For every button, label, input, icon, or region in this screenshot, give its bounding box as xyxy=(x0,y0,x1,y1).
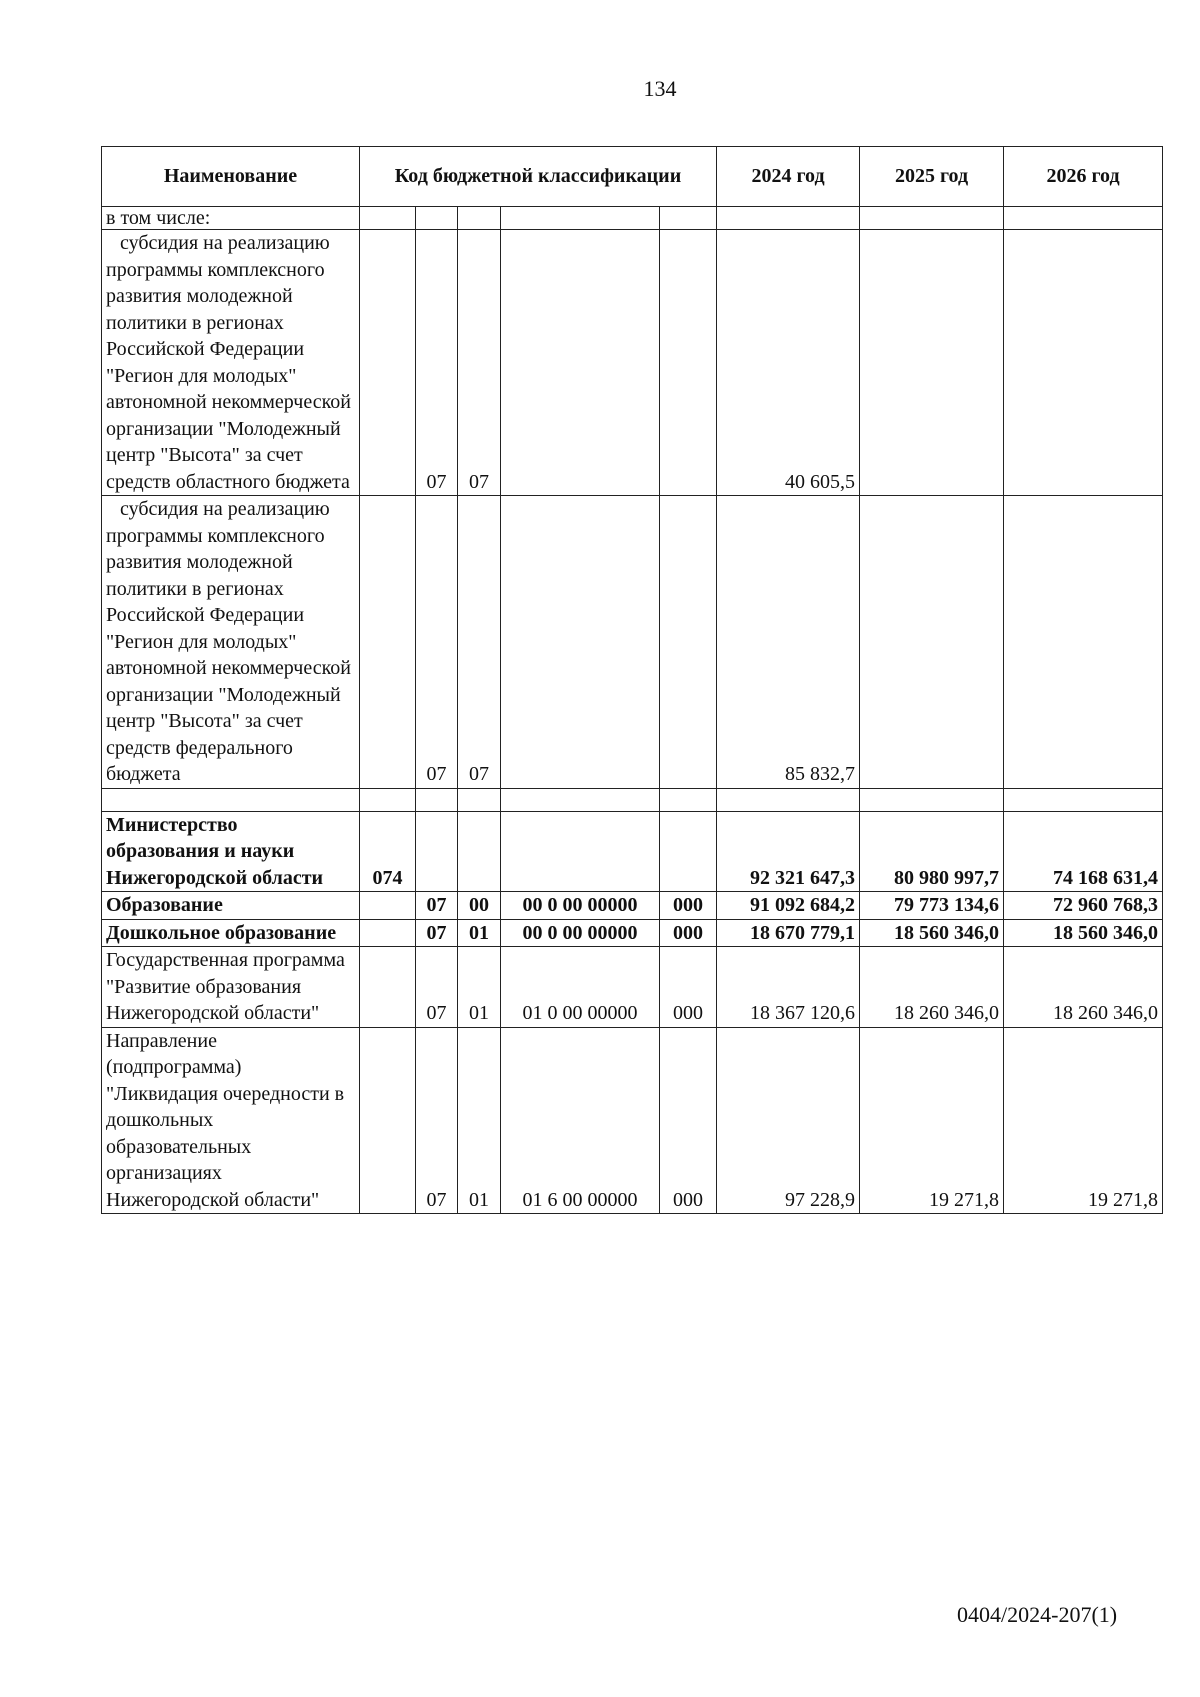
row-value-2026: 74 168 631,4 xyxy=(1004,811,1163,892)
row-value-2026 xyxy=(1004,207,1163,230)
table-row xyxy=(102,811,1163,892)
row-dept-code xyxy=(360,788,416,811)
table-row xyxy=(102,230,1163,496)
row-dept-code xyxy=(360,919,416,947)
row-value-2024: 91 092 684,2 xyxy=(717,892,860,920)
row-value-2025: 79 773 134,6 xyxy=(860,892,1004,920)
row-dept-code xyxy=(360,207,416,230)
row-name-text: субсидия на реализацию программы комплексного развития молодежной политики в регионах Российской Федерации "Регион для молодых" автономной некоммерческой организации "Молодежный центр "Высота" за счет средств областного бюджета xyxy=(106,232,351,493)
table-row xyxy=(102,947,1163,1028)
row-dept-code xyxy=(360,1027,416,1214)
row-name xyxy=(102,496,360,789)
row-name: Министерство образования и науки Нижегородской области xyxy=(102,811,360,892)
table-header-row xyxy=(102,147,1163,207)
row-name xyxy=(102,230,360,496)
row-dept-code: 074 xyxy=(360,811,416,892)
row-subsection-code xyxy=(458,788,501,811)
row-subsection-code xyxy=(458,811,501,892)
row-expense-type-code xyxy=(660,811,717,892)
document-code: 0404/2024-207(1) xyxy=(957,1602,1118,1627)
row-expense-type-code: 000 xyxy=(660,947,717,1028)
row-section-code: 07 xyxy=(416,919,458,947)
row-value-2026: 19 271,8 xyxy=(1004,1027,1163,1214)
row-expense-type-code: 000 xyxy=(660,919,717,947)
row-target-code: 00 0 00 00000 xyxy=(501,892,660,920)
row-section-code: 07 xyxy=(416,892,458,920)
row-section-code xyxy=(416,811,458,892)
row-target-code: 01 0 00 00000 xyxy=(501,947,660,1028)
header-2025: 2025 год xyxy=(860,147,1004,207)
row-value-2024 xyxy=(717,207,860,230)
row-dept-code xyxy=(360,230,416,496)
row-value-2026: 72 960 768,3 xyxy=(1004,892,1163,920)
row-subsection-code: 07 xyxy=(458,496,501,789)
row-value-2025: 80 980 997,7 xyxy=(860,811,1004,892)
row-value-2024: 18 367 120,6 xyxy=(717,947,860,1028)
row-target-code xyxy=(501,811,660,892)
header-code: Код бюджетной классификации xyxy=(360,147,717,207)
row-value-2025: 19 271,8 xyxy=(860,1027,1004,1214)
table-row-empty xyxy=(102,788,1163,811)
row-target-code: 00 0 00 00000 xyxy=(501,919,660,947)
row-subsection-code: 01 xyxy=(458,947,501,1028)
row-value-2026: 18 260 346,0 xyxy=(1004,947,1163,1028)
row-subsection-code xyxy=(458,207,501,230)
row-value-2025 xyxy=(860,207,1004,230)
row-name: Дошкольное образование xyxy=(102,919,360,947)
row-expense-type-code: 000 xyxy=(660,892,717,920)
row-value-2026: 18 560 346,0 xyxy=(1004,919,1163,947)
row-section-code xyxy=(416,207,458,230)
row-name: в том числе: xyxy=(102,207,360,230)
table-row xyxy=(102,892,1163,920)
row-expense-type-code xyxy=(660,207,717,230)
row-dept-code xyxy=(360,496,416,789)
budget-table xyxy=(101,146,1163,1214)
row-target-code xyxy=(501,207,660,230)
row-section-code: 07 xyxy=(416,1027,458,1214)
row-value-2024: 85 832,7 xyxy=(717,496,860,789)
row-expense-type-code xyxy=(660,788,717,811)
header-name: Наименование xyxy=(102,147,360,207)
row-value-2024: 18 670 779,1 xyxy=(717,919,860,947)
page-number: 134 xyxy=(643,76,677,101)
row-expense-type-code xyxy=(660,496,717,789)
row-value-2026 xyxy=(1004,230,1163,496)
row-value-2024: 92 321 647,3 xyxy=(717,811,860,892)
row-target-code: 01 6 00 00000 xyxy=(501,1027,660,1214)
row-value-2026 xyxy=(1004,788,1163,811)
row-name: Направление (подпрограмма) "Ликвидация очередности в дошкольных образовательных организациях Нижегородской области" xyxy=(102,1027,360,1214)
table-row xyxy=(102,207,1163,230)
row-section-code xyxy=(416,788,458,811)
row-name: Государственная программа "Развитие образования Нижегородской области" xyxy=(102,947,360,1028)
row-value-2025: 18 260 346,0 xyxy=(860,947,1004,1028)
row-value-2024: 40 605,5 xyxy=(717,230,860,496)
row-subsection-code: 01 xyxy=(458,1027,501,1214)
row-value-2025 xyxy=(860,496,1004,789)
row-name: Образование xyxy=(102,892,360,920)
row-value-2025: 18 560 346,0 xyxy=(860,919,1004,947)
row-subsection-code: 07 xyxy=(458,230,501,496)
table-row xyxy=(102,1027,1163,1214)
row-target-code xyxy=(501,230,660,496)
row-name-text: субсидия на реализацию программы комплексного развития молодежной политики в регионах Российской Федерации "Регион для молодых" автономной некоммерческой организации "Молодежный центр "Высота" за счет средств федерального бюджета xyxy=(106,498,351,785)
row-subsection-code: 00 xyxy=(458,892,501,920)
row-value-2024 xyxy=(717,788,860,811)
row-target-code xyxy=(501,788,660,811)
row-section-code: 07 xyxy=(416,496,458,789)
row-section-code: 07 xyxy=(416,947,458,1028)
row-dept-code xyxy=(360,947,416,1028)
row-subsection-code: 01 xyxy=(458,919,501,947)
table-row xyxy=(102,496,1163,789)
header-2024: 2024 год xyxy=(717,147,860,207)
row-target-code xyxy=(501,496,660,789)
row-value-2025 xyxy=(860,788,1004,811)
row-section-code: 07 xyxy=(416,230,458,496)
header-2026: 2026 год xyxy=(1004,147,1163,207)
row-name xyxy=(102,788,360,811)
row-expense-type-code xyxy=(660,230,717,496)
row-value-2024: 97 228,9 xyxy=(717,1027,860,1214)
row-dept-code xyxy=(360,892,416,920)
row-value-2026 xyxy=(1004,496,1163,789)
row-value-2025 xyxy=(860,230,1004,496)
table-row xyxy=(102,919,1163,947)
row-expense-type-code: 000 xyxy=(660,1027,717,1214)
